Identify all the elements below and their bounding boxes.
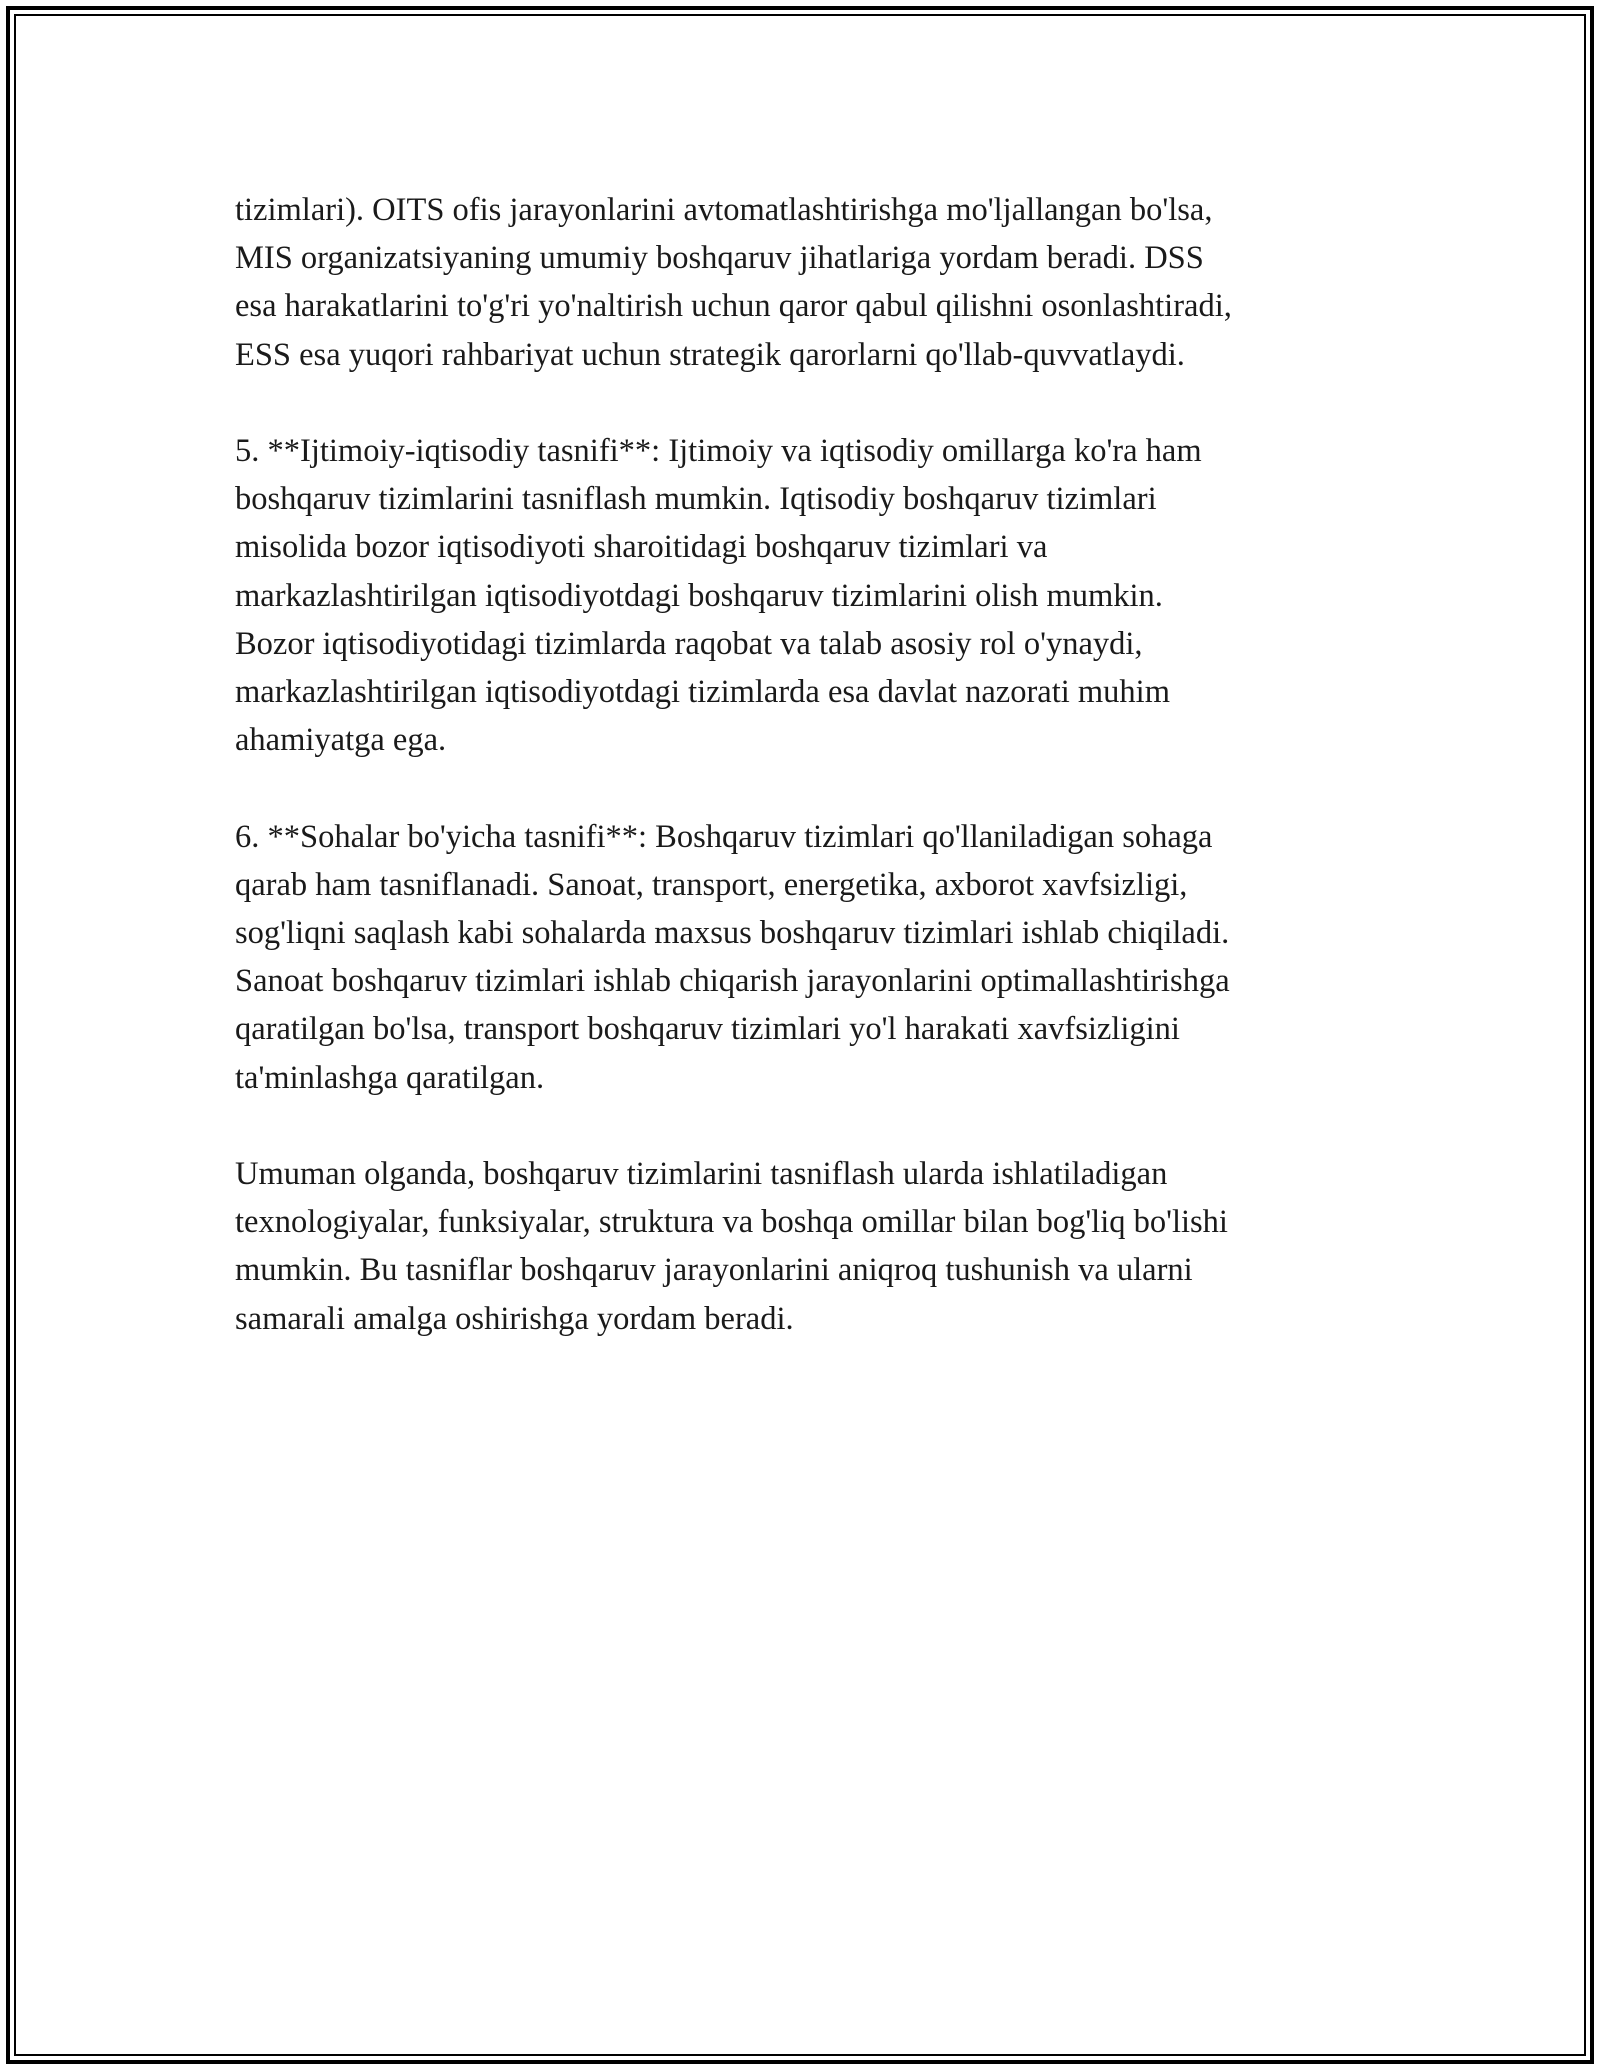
paragraph-intro-continuation: tizimlari). OITS ofis jarayonlarini avtomatlashtirishga mo'ljallangan bo'lsa, MIS organizatsiyaning umumiy boshqaruv jihatlariga yordam beradi. DSS esa harakatlarini to'g'ri yo'naltirish uchun qaror qabul qilishni osonlashtiradi, ESS esa yuqori rahbariyat uchun strategik qarorlarni qo'llab-quvvatlaydi. (235, 192, 1232, 373)
paragraph-sector-classification: 6. **Sohalar bo'yicha tasnifi**: Boshqaruv tizimlari qo'llaniladigan sohaga qarab ham tasniflanadi. Sanoat, transport, energetika, axborot xavfsizligi, sog'liqni saqlash kabi sohalarda maxsus boshqaruv tizimlari ishlab chiqiladi. Sanoat boshqaruv tizimlari ishlab chiqarish jarayonlarini optimallashtirishga qaratilgan bo'lsa, transport boshqaruv tizimlari yo'l harakati xavfsizligini ta'minlashga qaratilgan. (235, 818, 1230, 1096)
paragraph-conclusion: Umuman olganda, boshqaruv tizimlarini tasniflash ularda ishlatiladigan texnologiyalar, funksiyalar, struktura va boshqa omillar bilan bog'liq bo'lishi mumkin. Bu tasniflar boshqaruv jarayonlarini aniqroq tushunish va ularni samarali amalga oshirishga yordam beradi. (235, 1156, 1228, 1337)
document-body (235, 186, 1370, 1343)
paragraph-socio-economic-classification: 5. **Ijtimoiy-iqtisodiy tasnifi**: Ijtimoiy va iqtisodiy omillarga ko'ra ham boshqaruv tizimlarini tasniflash mumkin. Iqtisodiy boshqaruv tizimlari misolida bozor iqtisodiyoti sharoitidagi boshqaruv tizimlari va markazlashtirilgan iqtisodiyotdagi boshqaruv tizimlarini olish mumkin. Bozor iqtisodiyotidagi tizimlarda raqobat va talab asosiy rol o'ynaydi, markazlashtirilgan iqtisodiyotdagi tizimlarda esa davlat nazorati muhim ahamiyatga ega. (235, 433, 1202, 759)
